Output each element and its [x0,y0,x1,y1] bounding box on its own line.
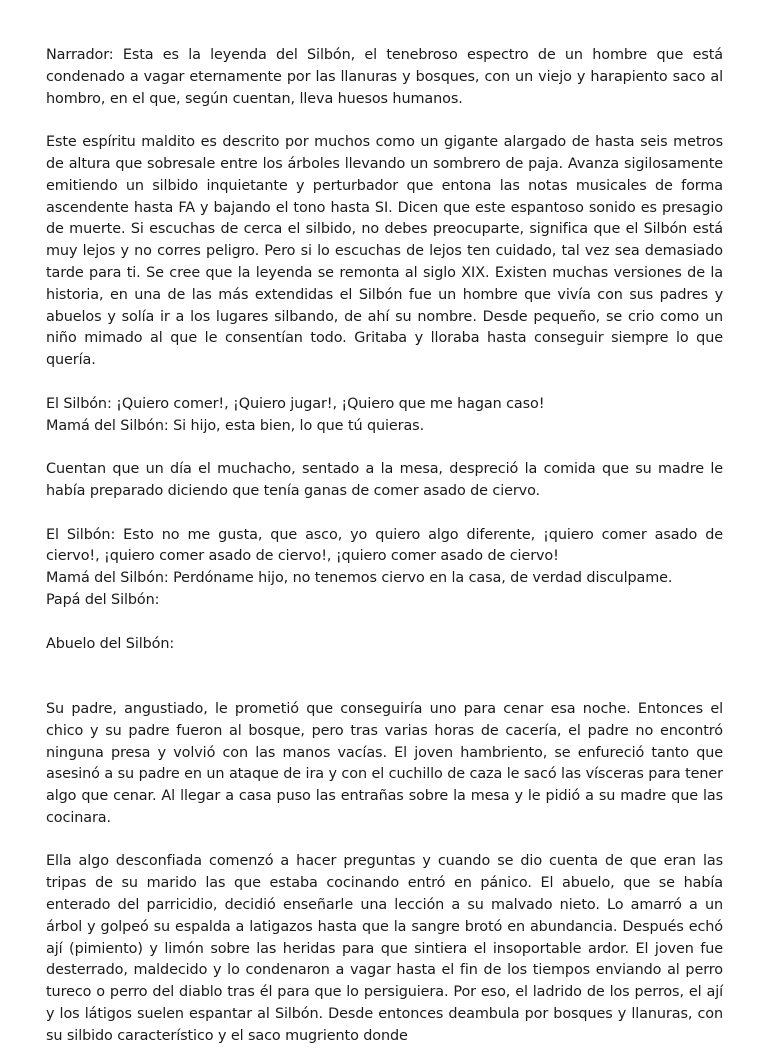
dialogue-mother-1: Mamá del Silbón: Si hijo, esta bien, lo que tú quieras. [46,417,425,434]
paragraph-hunt: Su padre, angustiado, le prometió que conseguiría uno para cenar esa noche. Entonces el chico y su padre fueron al bosque, pero tras varias horas de cacería, el padre no encontró ninguna presa y volvió con las manos vacías. El joven hambriento, se enfureció tanto que asesinó a su padre en un ataque de ira y con el cuchillo de caza le sacó las vísceras para tener algo que cenar. Al llegar a casa puso las entrañas sobre la mesa y le pidió a su madre que las cocinara. [46,700,723,826]
dialogue-silbon-2: El Silbón: Esto no me gusta, que asco, yo quiero algo diferente, ¡quiero comer asado de ciervo!, ¡quiero comer asado de ciervo!, ¡quiero comer asado de ciervo! [46,526,723,565]
document-page [46,45,723,1048]
paragraph-dinner: Cuentan que un día el muchacho, sentado a la mesa, despreció la comida que su madre le había preparado diciendo que tenía ganas de comer asado de ciervo. [46,461,723,499]
paragraph-narrator-intro: Narrador: Esta es la leyenda del Silbón, el tenebroso espectro de un hombre que está condenado a vagar eternamente por las llanuras y bosques, con un viejo y harapiento saco al hombro, en el que, según cuentan, lleva huesos humanos. [46,47,723,107]
paragraph-punishment: Ella algo desconfiada comenzó a hacer preguntas y cuando se dio cuenta de que eran las tripas de su marido las que estaba cocinando entró en pánico. El abuelo, que se había enterado del parricidio, decidió enseñarle una lección a su malvado nieto. Lo amarró a un árbol y golpeó su espalda a latigazos hasta que la sangre brotó en abundancia. Después echó ají (pimiento) y limón sobre las heridas para que sintiera el insoportable ardor. El joven fue desterrado, maldecido y lo condenaron a vagar hasta el fin de los tiempos enviando al perro tureco o perro del diablo tras él para que lo persiguiera. Por eso, el ladrido de los perros, el ají y los látigos suelen espantar al Silbón. Desde entonces deambula por bosques y llanuras, con su silbido característico y el saco mugriento donde [46,853,723,1044]
dialogue-grandfather: Abuelo del Silbón: [46,635,175,652]
dialogue-father: Papá del Silbón: [46,591,160,608]
dialogue-silbon-1: El Silbón: ¡Quiero comer!, ¡Quiero jugar!, ¡Quiero que me hagan caso! [46,395,545,412]
dialogue-mother-2: Mamá del Silbón: Perdóname hijo, no tenemos ciervo en la casa, de verdad disculpame. [46,570,673,587]
paragraph-description: Este espíritu maldito es descrito por muchos como un gigante alargado de hasta seis metros de altura que sobresale entre los árboles llevando un sombrero de paja. Avanza sigilosamente emitiendo un silbido inquietante y perturbador que entona las notas musicales de forma ascendente hasta FA y bajando el tono hasta SI. Dicen que este espantoso sonido es presagio de muerte. Si escuchas de cerca el silbido, no debes preocuparte, significa que el Silbón está muy lejos y no corres peligro. Pero si lo escuchas de lejos ten cuidado, tal vez sea demasiado tarde para ti. Se cree que la leyenda se remonta al siglo XIX. Existen muchas versiones de la historia, en una de las más extendidas el Silbón fue un hombre que vivía con sus padres y abuelos y solía ir a los lugares silbando, de ahí su nombre. Desde pequeño, se crio como un niño mimado al que le consentían todo. Gritaba y lloraba hasta conseguir siempre lo que quería. [46,134,723,369]
